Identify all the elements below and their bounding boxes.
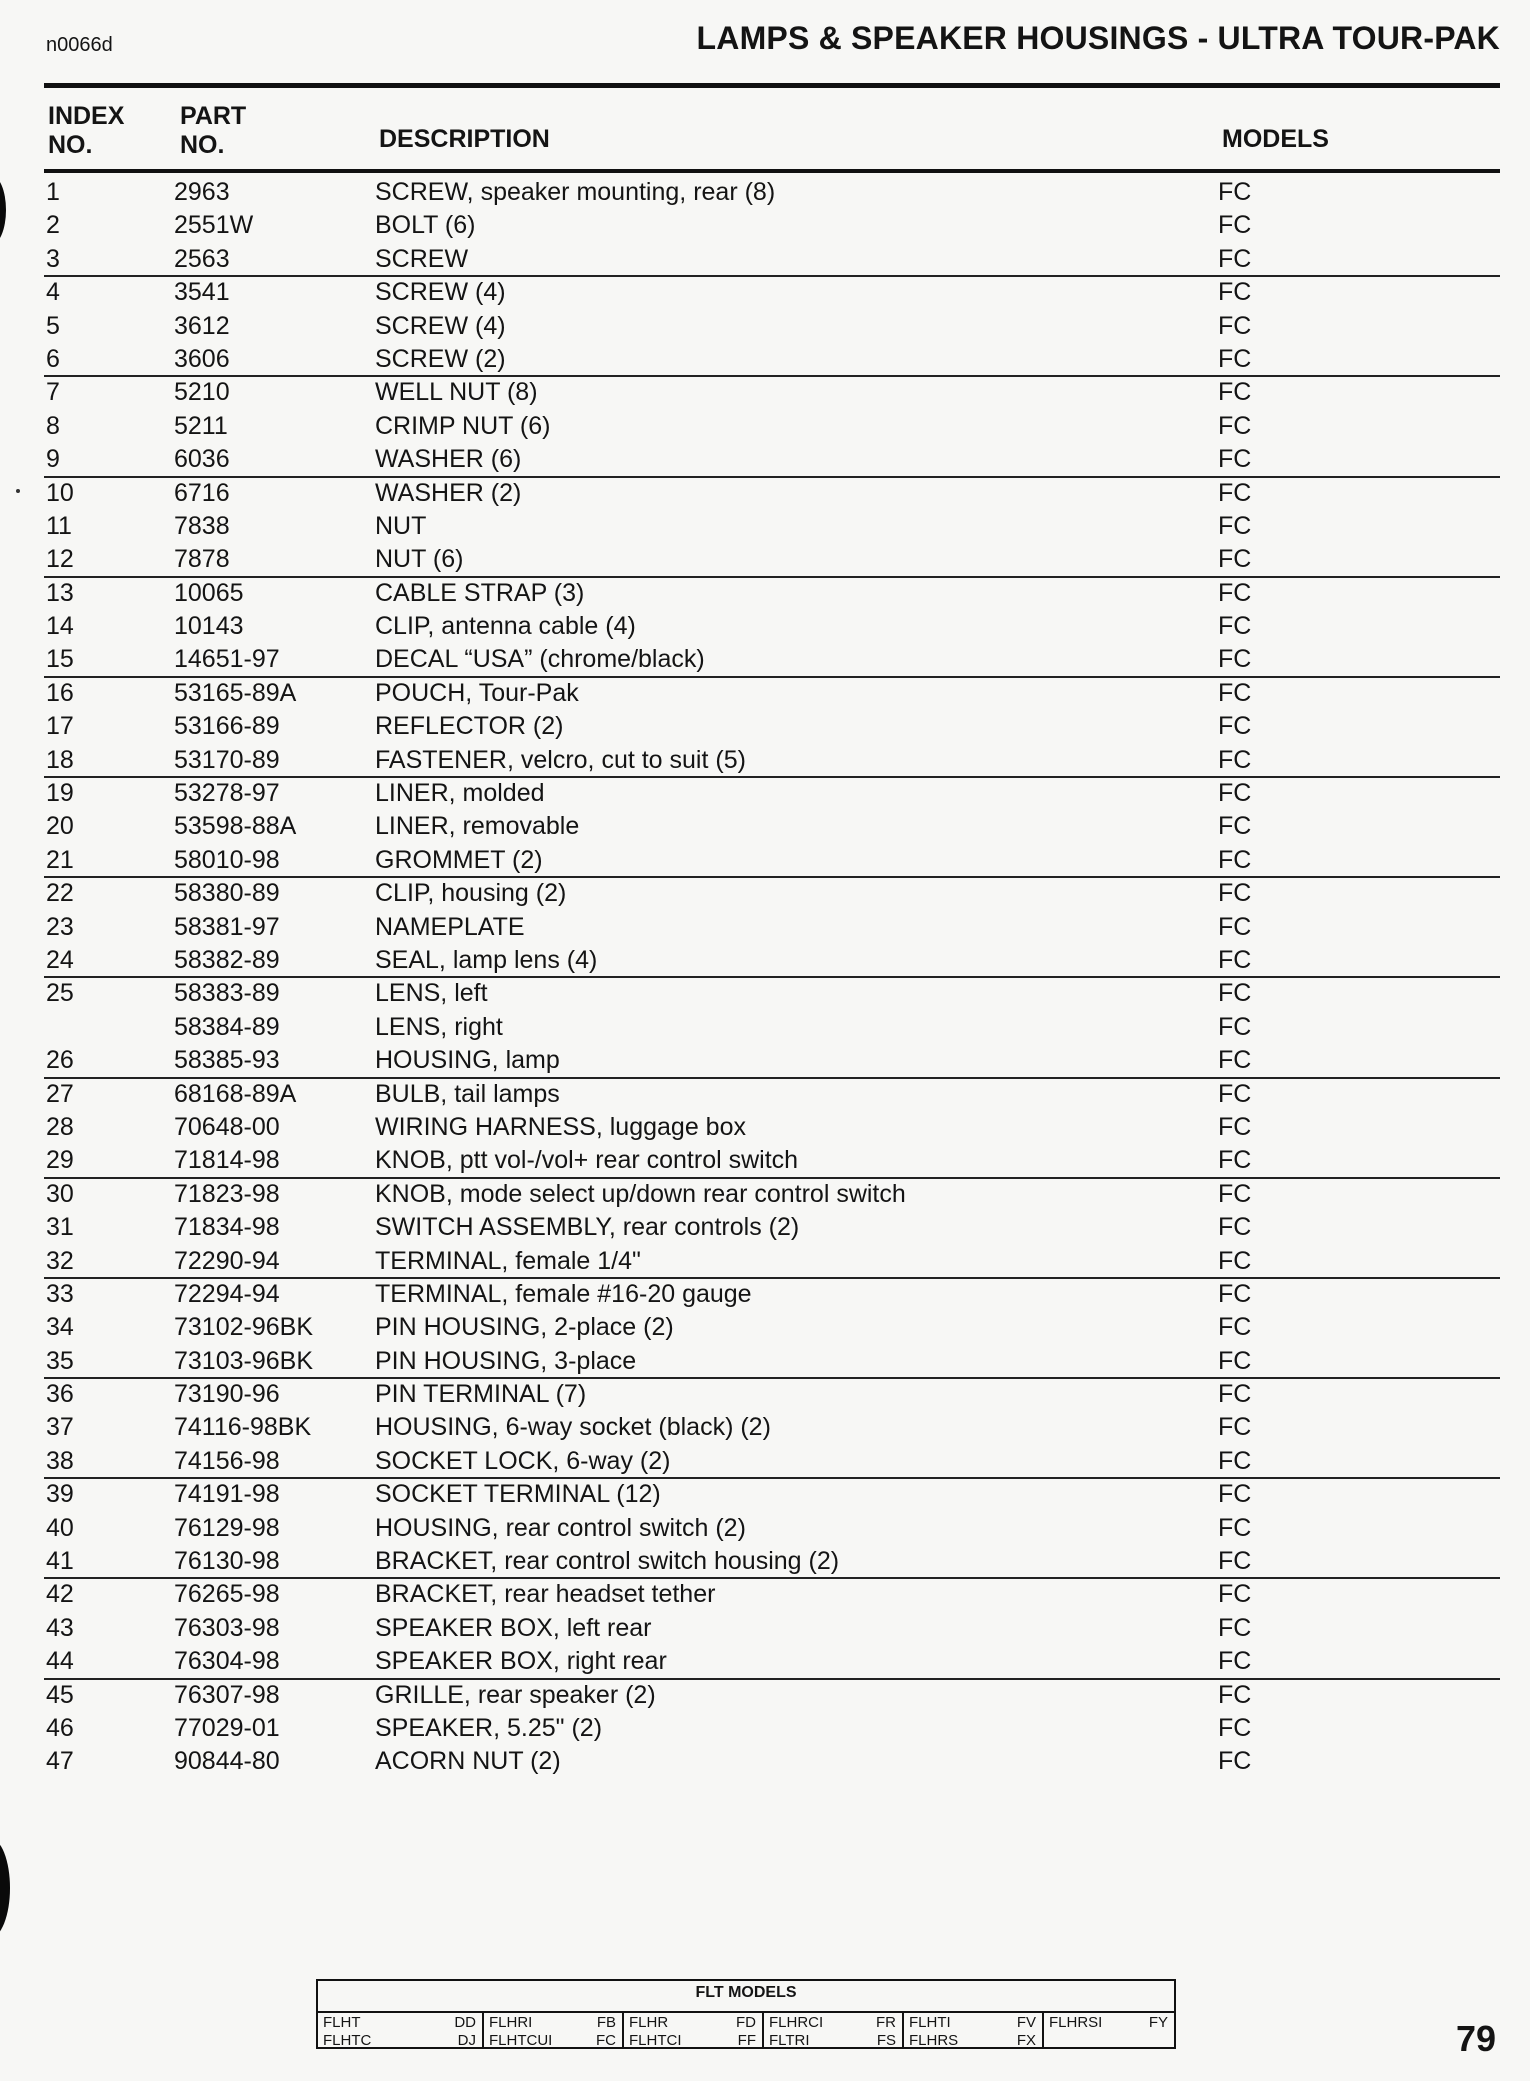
row-part-number: 77029-01 bbox=[174, 1713, 280, 1742]
table-row bbox=[0, 576, 1530, 609]
row-description: PIN HOUSING, 3-place bbox=[375, 1346, 637, 1375]
row-index: 47 bbox=[46, 1747, 74, 1776]
row-models: FC bbox=[1218, 912, 1252, 941]
row-description: REFLECTOR (2) bbox=[375, 712, 564, 741]
row-description: BRACKET, rear headset tether bbox=[375, 1580, 716, 1609]
row-index: 41 bbox=[46, 1547, 74, 1576]
table-row bbox=[0, 476, 1530, 509]
row-models: FC bbox=[1218, 1513, 1252, 1542]
row-part-number: 3612 bbox=[174, 311, 230, 340]
row-models: FC bbox=[1218, 712, 1252, 741]
table-row bbox=[0, 876, 1530, 909]
row-models: FC bbox=[1218, 1580, 1252, 1609]
flt-model-name: FLTRI bbox=[769, 2032, 810, 2049]
row-models: FC bbox=[1218, 244, 1252, 273]
row-models: FC bbox=[1218, 1480, 1252, 1509]
row-index: 46 bbox=[46, 1713, 74, 1742]
table-row bbox=[0, 342, 1530, 375]
table-row bbox=[0, 509, 1530, 542]
row-models: FC bbox=[1218, 1213, 1252, 1242]
flt-model-cell bbox=[624, 2013, 764, 2047]
row-part-number: 71823-98 bbox=[174, 1179, 280, 1208]
row-index: 19 bbox=[46, 779, 74, 808]
row-part-number: 68168-89A bbox=[174, 1079, 297, 1108]
flt-model-code: FV bbox=[1016, 2014, 1036, 2031]
row-models: FC bbox=[1218, 344, 1252, 373]
table-row bbox=[0, 1678, 1530, 1711]
row-index: 25 bbox=[46, 979, 74, 1008]
row-models: FC bbox=[1218, 478, 1252, 507]
row-models: FC bbox=[1218, 311, 1252, 340]
row-part-number: 5211 bbox=[174, 411, 228, 440]
page-number: 79 bbox=[1455, 2018, 1496, 2059]
table-row bbox=[0, 1310, 1530, 1343]
row-index: 24 bbox=[46, 945, 74, 974]
row-index: 5 bbox=[46, 311, 60, 340]
row-models: FC bbox=[1218, 278, 1252, 307]
table-row bbox=[0, 242, 1530, 275]
row-index: 21 bbox=[46, 845, 74, 874]
flt-model-name: FLHRS bbox=[909, 2032, 959, 2049]
row-index: 12 bbox=[46, 545, 74, 574]
row-models: FC bbox=[1218, 1079, 1252, 1108]
table-row bbox=[0, 809, 1530, 842]
row-part-number: 2551W bbox=[174, 211, 254, 240]
row-models: FC bbox=[1218, 1613, 1252, 1642]
row-index: 39 bbox=[46, 1480, 74, 1509]
row-models: FC bbox=[1218, 1046, 1252, 1075]
row-models: FC bbox=[1218, 578, 1252, 607]
row-index: 30 bbox=[46, 1179, 74, 1208]
row-index: 44 bbox=[46, 1647, 74, 1676]
row-description: BRACKET, rear control switch housing (2) bbox=[375, 1547, 840, 1576]
row-index: 37 bbox=[46, 1413, 74, 1442]
table-row bbox=[0, 1210, 1530, 1243]
row-description: LENS, right bbox=[375, 1012, 503, 1041]
row-part-number: 3606 bbox=[174, 344, 230, 373]
flt-models-title: FLT MODELS bbox=[695, 1984, 797, 2001]
flt-model-code: FX bbox=[1016, 2032, 1036, 2049]
row-part-number: 53166-89 bbox=[174, 712, 280, 741]
row-description: HOUSING, lamp bbox=[375, 1046, 560, 1075]
row-models: FC bbox=[1218, 845, 1252, 874]
table-row bbox=[0, 1611, 1530, 1644]
row-models: FC bbox=[1218, 1647, 1252, 1676]
flt-model-name: FLHRSI bbox=[1049, 2014, 1103, 2031]
flt-model-code: FD bbox=[736, 2014, 756, 2031]
row-part-number: 71834-98 bbox=[174, 1213, 280, 1242]
row-part-number: 53170-89 bbox=[174, 745, 280, 774]
row-description: NUT (6) bbox=[375, 545, 464, 574]
row-part-number: 14651-97 bbox=[174, 645, 280, 674]
row-description: WASHER (2) bbox=[375, 478, 522, 507]
row-part-number: 76265-98 bbox=[174, 1580, 280, 1609]
table-row bbox=[0, 1444, 1530, 1477]
flt-model-code: FB bbox=[596, 2014, 616, 2031]
row-description: SEAL, lamp lens (4) bbox=[375, 945, 598, 974]
row-models: FC bbox=[1218, 1146, 1252, 1175]
table-row bbox=[0, 1644, 1530, 1677]
row-part-number: 76129-98 bbox=[174, 1513, 280, 1542]
row-index: 18 bbox=[46, 745, 74, 774]
row-index: 27 bbox=[46, 1079, 74, 1108]
row-description: HOUSING, 6-way socket (black) (2) bbox=[375, 1413, 771, 1442]
row-part-number: 74191-98 bbox=[174, 1480, 280, 1509]
row-description: KNOB, mode select up/down rear control switch bbox=[375, 1179, 906, 1208]
row-description: CRIMP NUT (6) bbox=[375, 411, 551, 440]
row-index: 1 bbox=[46, 178, 60, 206]
row-models: FC bbox=[1218, 879, 1252, 908]
row-part-number: 58010-98 bbox=[174, 845, 280, 874]
row-part-number: 58381-97 bbox=[174, 912, 280, 941]
flt-model-code: FC bbox=[596, 2032, 616, 2049]
row-description: TERMINAL, female #16-20 gauge bbox=[375, 1279, 752, 1308]
flt-model-cell bbox=[484, 2013, 624, 2047]
flt-models-grid bbox=[318, 2011, 1174, 2047]
table-row bbox=[0, 709, 1530, 742]
row-part-number: 53278-97 bbox=[174, 779, 280, 808]
table-row bbox=[0, 609, 1530, 642]
row-description: LENS, left bbox=[375, 979, 488, 1008]
flt-model-name: FLHTCI bbox=[629, 2032, 682, 2049]
row-part-number: 90844-80 bbox=[174, 1747, 280, 1776]
flt-model-name: FLHTI bbox=[909, 2014, 951, 2031]
row-index: 14 bbox=[46, 612, 74, 641]
column-header-part bbox=[180, 102, 246, 160]
row-models: FC bbox=[1218, 745, 1252, 774]
table-row bbox=[0, 1143, 1530, 1176]
flt-model-code: FR bbox=[876, 2014, 896, 2031]
row-part-number: 10143 bbox=[174, 612, 244, 641]
row-index: 3 bbox=[46, 244, 60, 273]
row-description: PIN TERMINAL (7) bbox=[375, 1380, 587, 1409]
row-models: FC bbox=[1218, 1279, 1252, 1308]
row-description: CABLE STRAP (3) bbox=[375, 578, 585, 607]
row-part-number: 73102-96BK bbox=[174, 1313, 314, 1342]
row-part-number: 73190-96 bbox=[174, 1380, 280, 1409]
table-row bbox=[0, 943, 1530, 976]
row-models: FC bbox=[1218, 1747, 1252, 1776]
row-description: FASTENER, velcro, cut to suit (5) bbox=[375, 745, 746, 774]
row-models: FC bbox=[1218, 1713, 1252, 1742]
row-index: 22 bbox=[46, 879, 74, 908]
row-description: SWITCH ASSEMBLY, rear controls (2) bbox=[375, 1213, 800, 1242]
row-part-number: 76307-98 bbox=[174, 1680, 280, 1709]
column-header-part-line1: PART bbox=[180, 102, 247, 130]
row-description: NUT bbox=[375, 511, 427, 540]
table-row bbox=[0, 1511, 1530, 1544]
row-models: FC bbox=[1218, 612, 1252, 641]
table-row bbox=[0, 1244, 1530, 1277]
flt-model-code: FS bbox=[876, 2032, 896, 2049]
row-index: 4 bbox=[46, 278, 60, 307]
row-index: 26 bbox=[46, 1046, 74, 1075]
row-part-number: 73103-96BK bbox=[174, 1346, 314, 1375]
row-index: 33 bbox=[46, 1279, 74, 1308]
row-models: FC bbox=[1218, 645, 1252, 674]
row-models: FC bbox=[1218, 1380, 1252, 1409]
row-index: 35 bbox=[46, 1346, 74, 1375]
row-index: 6 bbox=[46, 344, 60, 373]
flt-model-name: FLHT bbox=[323, 2014, 361, 2031]
row-models: FC bbox=[1218, 445, 1252, 474]
flt-model-code: DJ bbox=[457, 2032, 476, 2049]
table-row bbox=[0, 275, 1530, 308]
column-header-part-line2: NO. bbox=[180, 131, 225, 159]
row-models: FC bbox=[1218, 678, 1252, 707]
row-models: FC bbox=[1218, 1680, 1252, 1709]
flt-model-code: DD bbox=[454, 2014, 476, 2031]
row-models: FC bbox=[1218, 779, 1252, 808]
row-part-number: 6716 bbox=[174, 478, 230, 507]
row-part-number: 6036 bbox=[174, 445, 230, 474]
row-models: FC bbox=[1218, 178, 1252, 206]
row-part-number: 74116-98BK bbox=[174, 1413, 312, 1442]
table-row bbox=[0, 1043, 1530, 1076]
row-index: 9 bbox=[46, 445, 60, 474]
row-description: HOUSING, rear control switch (2) bbox=[375, 1513, 746, 1542]
row-index: 32 bbox=[46, 1246, 74, 1275]
row-part-number: 7878 bbox=[174, 545, 230, 574]
flt-model-name: FLHRCI bbox=[769, 2014, 824, 2031]
row-index: 40 bbox=[46, 1513, 74, 1542]
table-row bbox=[0, 1344, 1530, 1377]
row-part-number: 76303-98 bbox=[174, 1613, 280, 1642]
table-row bbox=[0, 1077, 1530, 1110]
row-description: BULB, tail lamps bbox=[375, 1079, 560, 1108]
row-description: CLIP, housing (2) bbox=[375, 879, 567, 908]
row-part-number: 2963 bbox=[174, 178, 230, 206]
row-models: FC bbox=[1218, 1246, 1252, 1275]
row-description: SOCKET LOCK, 6-way (2) bbox=[375, 1446, 671, 1475]
row-description: GROMMET (2) bbox=[375, 845, 543, 874]
row-models: FC bbox=[1218, 1547, 1252, 1576]
row-description: DECAL “USA” (chrome/black) bbox=[375, 645, 705, 674]
row-part-number: 53165-89A bbox=[174, 678, 297, 707]
row-description: BOLT (6) bbox=[375, 211, 476, 240]
row-description: LINER, removable bbox=[375, 812, 580, 841]
row-models: FC bbox=[1218, 378, 1252, 407]
row-part-number: 70648-00 bbox=[174, 1112, 280, 1141]
table-row bbox=[0, 843, 1530, 876]
row-index: 16 bbox=[46, 678, 74, 707]
row-index: 23 bbox=[46, 912, 74, 941]
row-index: 10 bbox=[46, 478, 74, 507]
row-description: SCREW, speaker mounting, rear (8) bbox=[375, 178, 776, 206]
row-index: 31 bbox=[46, 1213, 74, 1242]
row-part-number: 3541 bbox=[174, 278, 230, 307]
row-index: 7 bbox=[46, 378, 60, 407]
row-models: FC bbox=[1218, 1112, 1252, 1141]
row-index: 11 bbox=[46, 511, 72, 540]
row-description: SCREW bbox=[375, 244, 469, 273]
row-index: 34 bbox=[46, 1313, 74, 1342]
table-row bbox=[0, 776, 1530, 809]
row-models: FC bbox=[1218, 1413, 1252, 1442]
row-index: 8 bbox=[46, 411, 60, 440]
binder-hole-bottom bbox=[0, 1838, 10, 1938]
row-index: 17 bbox=[46, 712, 74, 741]
flt-model-cell bbox=[318, 2013, 484, 2047]
row-part-number: 76130-98 bbox=[174, 1547, 280, 1576]
table-row bbox=[0, 1110, 1530, 1143]
table-row bbox=[0, 375, 1530, 408]
row-description: SPEAKER BOX, left rear bbox=[375, 1613, 652, 1642]
table-row bbox=[0, 743, 1530, 776]
row-index: 20 bbox=[46, 812, 74, 841]
table-row bbox=[0, 409, 1530, 442]
row-description: POUCH, Tour-Pak bbox=[375, 678, 579, 707]
table-row bbox=[0, 676, 1530, 709]
row-part-number: 71814-98 bbox=[174, 1146, 280, 1175]
row-description: WELL NUT (8) bbox=[375, 378, 538, 407]
row-models: FC bbox=[1218, 511, 1252, 540]
row-part-number: 7838 bbox=[174, 511, 230, 540]
flt-model-code: FY bbox=[1148, 2014, 1168, 2031]
row-description: LINER, molded bbox=[375, 779, 545, 808]
row-models: FC bbox=[1218, 545, 1252, 574]
row-index: 36 bbox=[46, 1380, 74, 1409]
row-index: 29 bbox=[46, 1146, 74, 1175]
row-description: NAMEPLATE bbox=[375, 912, 525, 941]
flt-model-code: FF bbox=[737, 2032, 756, 2049]
row-models: FC bbox=[1218, 945, 1252, 974]
row-description: CLIP, antenna cable (4) bbox=[375, 612, 636, 641]
row-models: FC bbox=[1218, 1346, 1252, 1375]
row-models: FC bbox=[1218, 1446, 1252, 1475]
row-part-number: 10065 bbox=[174, 578, 244, 607]
table-row bbox=[0, 1577, 1530, 1610]
table-row bbox=[0, 1477, 1530, 1510]
row-part-number: 58385-93 bbox=[174, 1046, 280, 1075]
table-row bbox=[0, 309, 1530, 342]
row-part-number: 72290-94 bbox=[174, 1246, 280, 1275]
table-row bbox=[0, 1410, 1530, 1443]
column-header-index bbox=[48, 102, 124, 160]
flt-models-box bbox=[316, 1979, 1176, 2049]
flt-model-name: FLHR bbox=[629, 2014, 669, 2031]
column-header-index-line1: INDEX bbox=[48, 102, 125, 130]
table-row bbox=[0, 442, 1530, 475]
row-index: 42 bbox=[46, 1580, 74, 1609]
row-part-number: 58382-89 bbox=[174, 945, 280, 974]
row-part-number: 2563 bbox=[174, 244, 230, 273]
row-models: FC bbox=[1218, 1313, 1252, 1342]
table-row bbox=[0, 1744, 1530, 1777]
row-index: 45 bbox=[46, 1680, 74, 1709]
table-row bbox=[0, 1010, 1530, 1043]
row-description: WASHER (6) bbox=[375, 445, 522, 474]
row-part-number: 5210 bbox=[174, 378, 230, 407]
row-description: PIN HOUSING, 2-place (2) bbox=[375, 1313, 674, 1342]
table-row bbox=[0, 976, 1530, 1009]
row-description: SCREW (4) bbox=[375, 311, 506, 340]
row-part-number: 58383-89 bbox=[174, 979, 280, 1008]
row-description: SPEAKER BOX, right rear bbox=[375, 1647, 667, 1676]
row-part-number: 58384-89 bbox=[174, 1012, 280, 1041]
row-models: FC bbox=[1218, 1179, 1252, 1208]
row-part-number: 72294-94 bbox=[174, 1279, 280, 1308]
table-row bbox=[0, 1544, 1530, 1577]
page-id: n0066d bbox=[46, 34, 113, 56]
row-models: FC bbox=[1218, 1012, 1252, 1041]
row-description: SOCKET TERMINAL (12) bbox=[375, 1480, 661, 1509]
row-index: 28 bbox=[46, 1112, 74, 1141]
row-models: FC bbox=[1218, 211, 1252, 240]
column-header-index-line2: NO. bbox=[48, 131, 93, 159]
row-description: TERMINAL, female 1/4" bbox=[375, 1246, 641, 1275]
header-rule bbox=[44, 83, 1500, 88]
table-row bbox=[0, 175, 1530, 208]
table-row bbox=[0, 1177, 1530, 1210]
row-description: SCREW (2) bbox=[375, 344, 506, 373]
row-models: FC bbox=[1218, 979, 1252, 1008]
row-models: FC bbox=[1218, 411, 1252, 440]
table-row bbox=[0, 1277, 1530, 1310]
flt-model-cell bbox=[764, 2013, 904, 2047]
column-header-description: DESCRIPTION bbox=[379, 125, 550, 153]
row-part-number: 76304-98 bbox=[174, 1647, 280, 1676]
row-part-number: 58380-89 bbox=[174, 879, 280, 908]
table-row bbox=[0, 542, 1530, 575]
flt-model-name: FLHTCUI bbox=[489, 2032, 553, 2049]
parts-table bbox=[0, 175, 1530, 1778]
table-row bbox=[0, 1377, 1530, 1410]
row-index: 15 bbox=[46, 645, 74, 674]
flt-model-cell bbox=[1044, 2013, 1174, 2047]
table-row bbox=[0, 208, 1530, 241]
row-description: ACORN NUT (2) bbox=[375, 1747, 561, 1776]
page-title: LAMPS & SPEAKER HOUSINGS - ULTRA TOUR-PAK bbox=[696, 20, 1500, 56]
row-index: 2 bbox=[46, 211, 60, 240]
column-header-rule bbox=[44, 169, 1500, 173]
row-description: SCREW (4) bbox=[375, 278, 506, 307]
row-index: 43 bbox=[46, 1613, 74, 1642]
row-models: FC bbox=[1218, 812, 1252, 841]
flt-model-name: FLHTC bbox=[323, 2032, 372, 2049]
row-index: 38 bbox=[46, 1446, 74, 1475]
table-row bbox=[0, 642, 1530, 675]
flt-model-cell bbox=[904, 2013, 1044, 2047]
table-row bbox=[0, 1711, 1530, 1744]
row-index: 13 bbox=[46, 578, 74, 607]
row-description: SPEAKER, 5.25" (2) bbox=[375, 1713, 603, 1742]
flt-model-name: FLHRI bbox=[489, 2014, 533, 2031]
row-description: KNOB, ptt vol-/vol+ rear control switch bbox=[375, 1146, 799, 1175]
table-row bbox=[0, 910, 1530, 943]
column-header-models: MODELS bbox=[1222, 125, 1329, 153]
row-description: GRILLE, rear speaker (2) bbox=[375, 1680, 656, 1709]
row-part-number: 74156-98 bbox=[174, 1446, 280, 1475]
row-description: WIRING HARNESS, luggage box bbox=[375, 1112, 746, 1141]
row-part-number: 53598-88A bbox=[174, 812, 297, 841]
